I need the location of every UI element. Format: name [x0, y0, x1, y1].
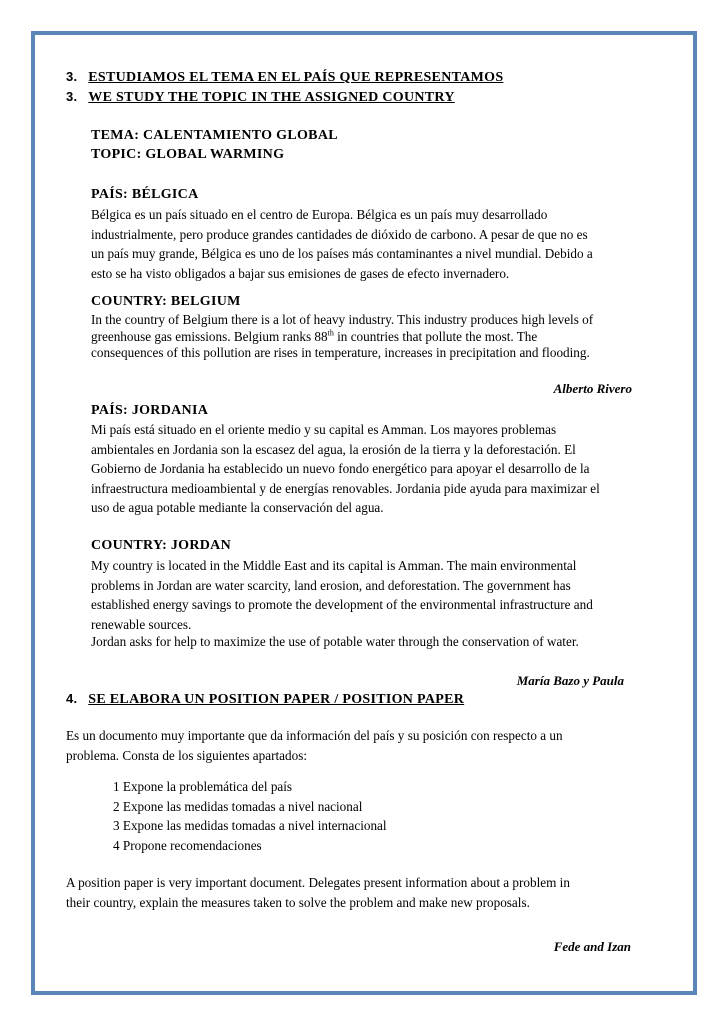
paragraph-line: esto se ha visto obligados a bajar sus emisiones de gases de efecto invernadero. — [91, 265, 510, 281]
belgica-heading: PAÍS: BÉLGICA — [91, 187, 199, 202]
jordan-heading: COUNTRY: JORDAN — [91, 538, 231, 553]
paragraph-line — [91, 329, 537, 346]
section-3-title-en — [66, 89, 455, 106]
paragraph-line: infraestructura medioambiental y de energías renovables. Jordania pide ayuda para maximizar el — [91, 480, 600, 496]
signature-fede-izan: Fede and Izan — [553, 939, 631, 954]
paragraph-line: My country is located in the Middle East and its capital is Amman. The main environmental — [91, 558, 577, 573]
section-title: WE STUDY THE TOPIC IN THE ASSIGNED COUNTRY — [88, 90, 455, 105]
paragraph-line: In the country of Belgium there is a lot of heavy industry. This industry produces high levels of — [91, 312, 594, 327]
section-title: ESTUDIAMOS EL TEMA EN EL PAÍS QUE REPRESENTAMOS — [88, 70, 504, 85]
paragraph-line: renewable sources. — [91, 616, 192, 632]
section-number: 4. — [66, 691, 78, 706]
text-run: greenhouse gas emissions. Belgium ranks 88 — [91, 328, 328, 344]
paragraph-line: problems in Jordan are water scarcity, land erosion, and deforestation. The government has — [91, 577, 571, 593]
paragraph-line: un país muy grande, Bélgica es uno de los países más contaminantes a nivel mundial. Debido a — [91, 246, 593, 261]
section-number: 3. — [66, 89, 78, 104]
paragraph-line: Gobierno de Jordania ha establecido un nuevo fondo energético para apoyar el desarrollo de la — [91, 461, 590, 477]
signature-maria-paula: María Bazo y Paula — [516, 673, 624, 688]
paragraph-line: consequences of this pollution are rises in temperature, increases in precipitation and flooding. — [91, 345, 590, 360]
section-number: 3. — [66, 69, 78, 84]
paragraph-line: their country, explain the measures taken to solve the problem and make new proposals. — [66, 894, 530, 910]
paragraph-line: established energy savings to promote the development of the environmental infrastructure and — [91, 597, 593, 613]
ordinal-superscript: th — [327, 328, 334, 338]
list-item: 1 Expone la problemática del país — [113, 779, 293, 794]
jordania-heading: PAÍS: JORDANIA — [91, 403, 209, 418]
belgium-heading: COUNTRY: BELGIUM — [91, 294, 241, 309]
paragraph-line: Mi país está situado en el oriente medio y su capital es Amman. Los mayores problemas — [91, 422, 557, 437]
tema-heading: TEMA: CALENTAMIENTO GLOBAL — [91, 128, 338, 143]
paragraph-line: A position paper is very important document. Delegates present information about a problem in — [66, 875, 570, 890]
paragraph-line: uso de agua potable mediante la conservación del agua. — [91, 500, 384, 516]
paragraph-line: problema. Consta de los siguientes apartados: — [66, 747, 307, 763]
section-3-title-es — [66, 69, 503, 86]
paragraph-line: ambientales en Jordania son la escasez del agua, la erosión de la tierra y la deforestación. El — [91, 441, 576, 457]
paragraph-line: Bélgica es un país situado en el centro de Europa. Bélgica es un país muy desarrollado — [91, 207, 548, 222]
section-title: SE ELABORA UN POSITION PAPER / POSITION PAPER — [88, 692, 465, 707]
list-item: 4 Propone recomendaciones — [113, 837, 262, 853]
paragraph-line: industrialmente, pero produce grandes cantidades de dióxido de carbono. A pesar de que no es — [91, 226, 588, 242]
paragraph-line: Es un documento muy importante que da información del país y su posición con respecto a un — [66, 728, 563, 743]
topic-heading: TOPIC: GLOBAL WARMING — [91, 147, 285, 162]
signature-alberto: Alberto Rivero — [553, 381, 632, 396]
list-item: 3 Expone las medidas tomadas a nivel internacional — [113, 818, 387, 834]
paragraph-line: Jordan asks for help to maximize the use of potable water through the conservation of water. — [91, 634, 579, 649]
list-item: 2 Expone las medidas tomadas a nivel nacional — [113, 798, 363, 814]
section-4-title — [66, 691, 464, 708]
text-run: in countries that pollute the most. The — [333, 328, 538, 344]
